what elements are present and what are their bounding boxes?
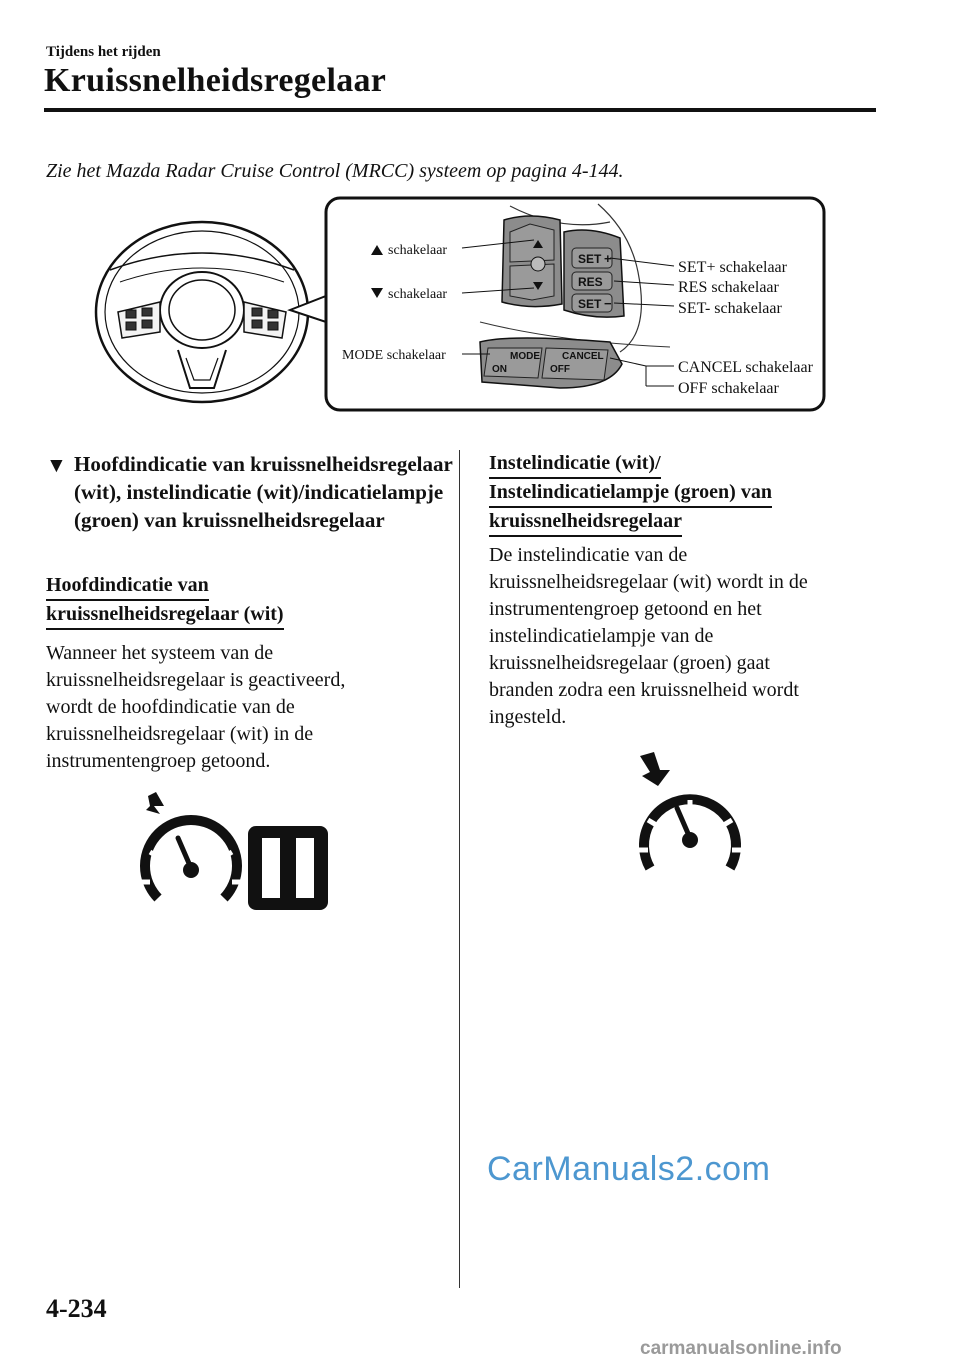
title-divider (44, 108, 876, 112)
up-switch-label: schakelaar (388, 243, 448, 258)
left-subheading-line2: kruissnelheidsregelaar (wit) (46, 601, 284, 630)
intro-reference: Zie het Mazda Radar Cruise Control (MRCC) systeem op pagina 4-144. (46, 160, 624, 182)
right-body-line: instelindicatielampje van de (489, 625, 714, 647)
left-body-line: instrumentengroep getoond. (46, 750, 271, 772)
section-label: Tijdens het rijden (46, 44, 161, 60)
left-body-line: kruissnelheidsregelaar (wit) in de (46, 723, 314, 745)
right-body-line: instrumentengroep getoond en het (489, 598, 762, 620)
svg-text:−: − (604, 296, 612, 311)
carmanuals-watermark: CarManuals2.com (487, 1150, 771, 1188)
set-plus-button-text: SET (578, 252, 602, 266)
cancel-switch-label: CANCEL schakelaar (678, 359, 813, 376)
off-button-text: OFF (550, 364, 570, 375)
left-body-text (46, 640, 446, 775)
left-subheading-line1: Hoofdindicatie van (46, 572, 209, 601)
right-body-line: kruissnelheidsregelaar (groen) gaat (489, 652, 770, 674)
right-body-line: kruissnelheidsregelaar (wit) wordt in de (489, 571, 808, 593)
right-body-line: ingesteld. (489, 706, 567, 728)
on-button-text: ON (492, 364, 507, 375)
left-subheading (46, 572, 446, 630)
left-body-line: kruissnelheidsregelaar is geactiveerd, (46, 669, 346, 691)
column-divider (459, 450, 460, 1288)
section-heading-text: Hoofdindicatie van kruissnelheidsregelaar (wit), instelindicatie (wit)/indicatielampje (groen) van kruissnelheidsregelaar (74, 452, 453, 532)
page-title: Kruissnelheidsregelaar (44, 62, 387, 99)
down-switch-label: schakelaar (388, 287, 448, 302)
mode-button-text: MODE (510, 351, 540, 362)
carmanualsonline-watermark: carmanualsonline.info (640, 1338, 842, 1359)
left-body-line: Wanneer het systeem van de (46, 642, 274, 664)
mode-switch-label: MODE schakelaar (342, 348, 446, 363)
right-subheading-line: Instelindicatielampje (groen) van (489, 479, 772, 508)
left-body-line: wordt de hoofdindicatie van de (46, 696, 295, 718)
right-body-line: branden zodra een kruissnelheid wordt (489, 679, 799, 701)
res-button-text: RES (578, 275, 603, 289)
page-number: 4-234 (46, 1294, 107, 1323)
right-subheading (489, 450, 889, 537)
cruise-set-indicator-icon (630, 752, 750, 878)
cancel-button-text: CANCEL (562, 351, 604, 362)
set-minus-switch-label: SET- schakelaar (678, 300, 782, 317)
heading-triangle-icon: ▼ (46, 453, 67, 477)
off-switch-label: OFF schakelaar (678, 380, 779, 397)
right-body-text (489, 542, 909, 731)
res-switch-label: RES schakelaar (678, 279, 779, 296)
set-minus-button-text: SET (578, 297, 602, 311)
cruise-main-indicator-icon (136, 786, 332, 914)
set-plus-switch-label: SET+ schakelaar (678, 259, 787, 276)
steering-wheel-switch-illustration (90, 192, 832, 416)
right-subheading-line: Instelindicatie (wit)/ (489, 450, 661, 479)
svg-text:+: + (604, 251, 612, 266)
steering-wheel-drawing (96, 222, 308, 402)
right-body-line: De instelindicatie van de (489, 544, 688, 566)
right-subheading-line: kruissnelheidsregelaar (489, 508, 682, 537)
